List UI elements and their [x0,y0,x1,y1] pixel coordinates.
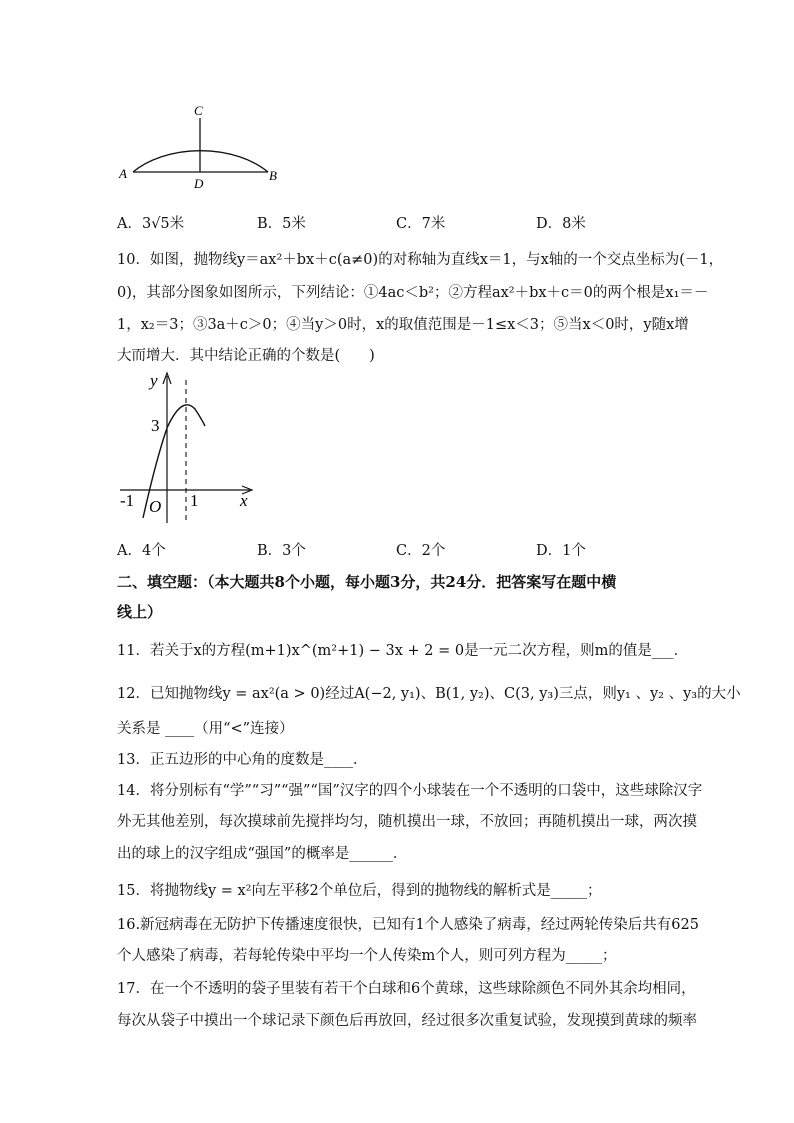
tick-minus1-label: -1 [120,491,135,510]
q10-option-d: D．1个 [536,543,586,559]
q10-line-2: 0)，其部分图象如图所示，下列结论：①4ac＜b²；②方程ax²＋bx＋c＝0的两个根是x₁＝－ [117,285,709,301]
q10-line-4: 大而增大．其中结论正确的个数是( ) [117,348,375,364]
y-label: y [150,371,158,390]
q14-line-1: 14．将分别标有“学”“习”“强”“国”汉字的四个小球装在一个不透明的口袋中，这些球除汉字 [117,783,703,799]
q9-option-b: B．5米 [257,216,306,232]
section-2-heading-line-1: 二、填空题：（本大题共8个小题，每小题3分，共24分．把答案写在题中横 [117,573,617,591]
origin-label: O [149,497,162,516]
q9-option-d: D．8米 [536,216,586,232]
q16-line-2: 个人感染了病毒，若每轮传染中平均一个人传染m个人，则可列方程为_____； [117,948,617,964]
label-a: A [119,166,127,181]
label-b: B [269,168,277,183]
section-2-heading-line-2: 线上） [117,603,163,621]
q16-line-1: 16.新冠病毒在无防护下传播速度很快，已知有1个人感染了病毒，经过两轮传染后共有625 [117,917,699,933]
q13-text: 13．正五边形的中心角的度数是____． [117,752,368,768]
parabola-graph [112,368,262,528]
q11-text: 11．若关于x的方程(m+1)x^(m²+1) − 3x + 2 = 0是一元二次方程，则m的值是___． [117,643,689,659]
q10-line-3: 1，x₂＝3；③3a＋c＞0；④当y＞0时，x的取值范围是－1≤x＜3；⑤当x＜0时，y随x增 [117,317,689,333]
q17-line-1: 17．在一个不透明的袋子里装有若干个白球和6个黄球，这些球除颜色不同外其余均相同， [117,981,696,997]
q9-option-c: C．7米 [396,216,446,232]
q12-line-2: 关系是 ____（用“<”连接） [117,721,294,737]
label-c: C [194,103,203,118]
q12-line-1: 12．已知抛物线y = ax²(a > 0)经过A(−2, y₁)、B(1, y₂)、C(3, y₃)三点，则y₁ 、y₂ 、y₃的大小 [117,686,741,702]
x-label: x [240,491,248,510]
tick-1-label: 1 [190,491,199,510]
q17-line-2: 每次从袋子中摸出一个球记录下颜色后再放回，经过很多次重复试验，发现摸到黄球的频率 [117,1013,697,1029]
q10-line-1: 10．如图，抛物线y＝ax²＋bx＋c(a≠0)的对称轴为直线x＝1，与x轴的一个交点坐标为(－1， [117,252,724,268]
q10-option-b: B．3个 [257,543,306,559]
q10-option-c: C．2个 [396,543,446,559]
q9-option-a: A．3√5米 [117,216,185,232]
q15-text: 15．将抛物线y = x²向左平移2个单位后，得到的抛物线的解析式是_____； [117,883,602,899]
q14-line-3: 出的球上的汉字组成“强国”的概率是______． [117,846,408,862]
label-d: D [194,176,204,191]
tick-3-label: 3 [151,416,160,435]
q14-line-2: 外无其他差别，每次摸球前先搅拌均匀，随机摸出一球，不放回；再随机摸出一球，两次摸 [117,814,697,830]
q10-option-a: A．4个 [117,543,166,559]
arc-figure [110,98,290,193]
